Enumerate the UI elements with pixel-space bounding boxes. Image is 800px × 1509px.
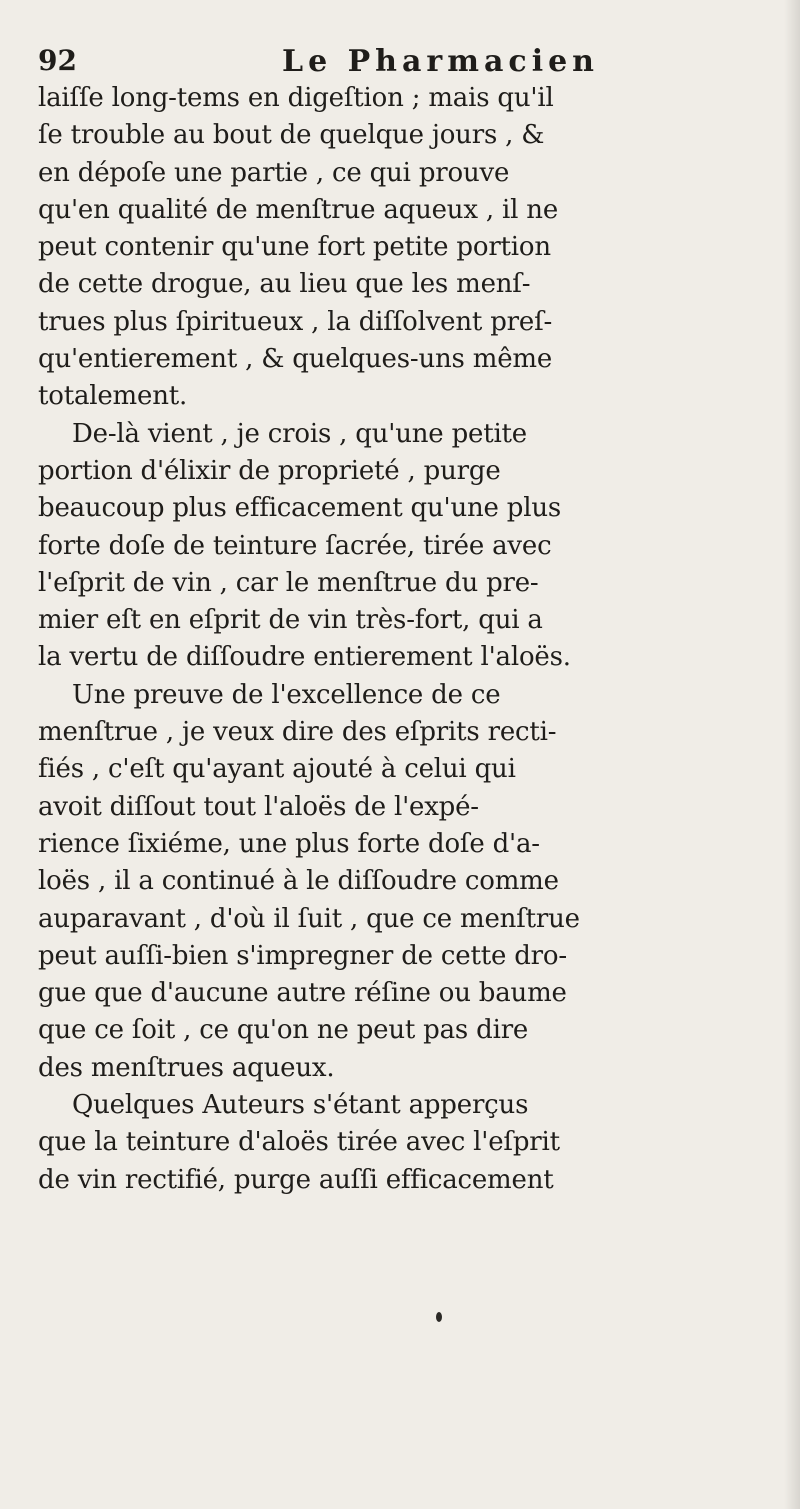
text-line: auparavant , d'où il ſuit , que ce menſtrue xyxy=(38,903,580,934)
text-line: qu'entierement , & quelques-uns même xyxy=(38,344,553,375)
text-line: fiés , c'eſt qu'ayant ajouté à celui qui xyxy=(38,754,516,785)
page-number: 92 xyxy=(38,44,77,77)
text-line: ſe trouble au bout de quelque jours , & xyxy=(38,120,545,151)
text-line: totalement. xyxy=(38,381,188,412)
text-line: des menſtrues aqueux. xyxy=(38,1052,335,1083)
text-line: menſtrue , je veux dire des eſprits recti- xyxy=(38,717,557,748)
text-line: de vin rectifié, purge auſſi efficacement xyxy=(38,1164,554,1195)
text-line: trues plus ſpiritueux , la diſſolvent preſ- xyxy=(38,306,553,337)
running-head-title: Le Pharmacien xyxy=(282,44,599,79)
running-head xyxy=(38,44,768,84)
text-line: la vertu de diſſoudre entierement l'aloës. xyxy=(38,642,571,673)
text-line: de cette drogue, au lieu que les menſ- xyxy=(38,269,531,300)
text-line: rience ſixiéme, une plus forte doſe d'a- xyxy=(38,828,540,859)
text-line: peut contenir qu'une fort petite portion xyxy=(38,232,551,263)
body-text xyxy=(38,80,778,1199)
text-line: l'eſprit de vin , car le menſtrue du pre- xyxy=(38,567,539,598)
text-line: que la teinture d'aloës tirée avec l'eſprit xyxy=(38,1127,560,1158)
paragraph-start-line: Quelques Auteurs s'étant apperçus xyxy=(72,1090,529,1121)
text-line: gue que d'aucune autre réſine ou baume xyxy=(38,978,567,1009)
page-edge-shadow xyxy=(784,0,800,1509)
signature-mark xyxy=(436,1312,442,1322)
paragraph-start-line: Une preuve de l'excellence de ce xyxy=(72,679,501,710)
text-line: qu'en qualité de menſtrue aqueux , il ne xyxy=(38,194,559,225)
text-line: forte doſe de teinture ſacrée, tirée avec xyxy=(38,530,552,561)
text-line: portion d'élixir de proprieté , purge xyxy=(38,455,501,486)
text-line: en dépoſe une partie , ce qui prouve xyxy=(38,157,510,188)
text-line: peut auſſi-bien s'impregner de cette dro- xyxy=(38,940,567,971)
text-line: mier eſt en eſprit de vin très-fort, qui a xyxy=(38,605,543,636)
text-line: laiſſe long-tems en digeſtion ; mais qu'il xyxy=(38,83,554,113)
text-line: loës , il a continué à le diſſoudre comme xyxy=(38,866,559,897)
text-line: que ce ſoit , ce qu'on ne peut pas dire xyxy=(38,1015,529,1046)
paragraph-start-line: De-là vient , je crois , qu'une petite xyxy=(72,418,527,449)
text-line: avoit diſſout tout l'aloës de l'expé- xyxy=(38,791,479,822)
text-line: beaucoup plus efficacement qu'une plus xyxy=(38,493,562,524)
